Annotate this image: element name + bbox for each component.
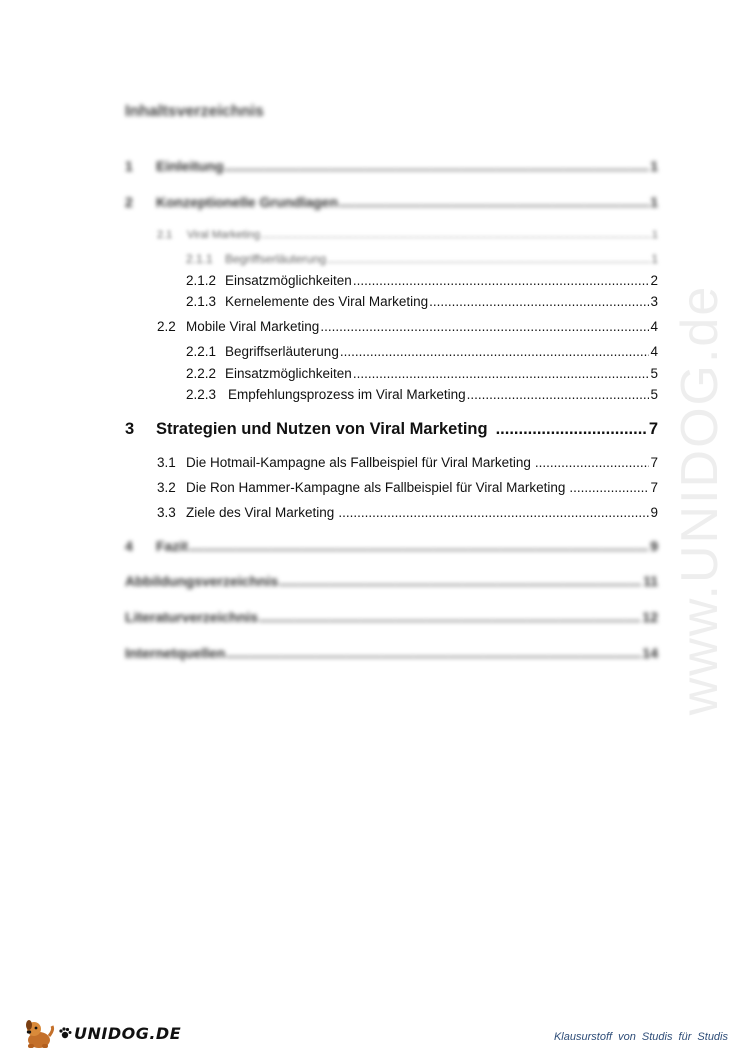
toc-label: Strategien und Nutzen von Viral Marketing [156, 420, 488, 438]
unidog-logo[interactable] [22, 1015, 181, 1051]
toc-page-number: 7 [648, 420, 658, 438]
dot-leader [339, 194, 649, 210]
watermark: www.UNIDOG.de [671, 284, 729, 716]
toc-number: 3.3 [157, 505, 176, 520]
toc-entry-2-1[interactable] [157, 229, 658, 241]
toc-label: Einsatzmöglichkeiten [225, 273, 352, 288]
toc-number: 2.1.1 [186, 252, 213, 266]
dot-leader [259, 609, 641, 625]
toc-number: 2.2.2 [186, 366, 217, 381]
toc-label: Mobile Viral Marketing [186, 319, 320, 334]
toc-page-number: 1 [651, 252, 658, 266]
toc-page-number: 5 [650, 387, 658, 402]
toc-label: Konzeptionelle Grundlagen [156, 194, 339, 210]
toc-number: 2 [125, 194, 133, 210]
toc-number: 2.1.3 [186, 294, 217, 309]
toc-entry-internetquellen[interactable] [125, 645, 658, 661]
toc-label: Kernelemente des Viral Marketing [225, 294, 429, 309]
toc-page-number: 9 [650, 538, 658, 554]
dot-leader [320, 319, 649, 334]
toc-label: Ziele des Viral Marketing [186, 505, 335, 520]
toc-label: Die Ron Hammer-Kampagne als Fallbeispiel für Viral Marketing [186, 480, 566, 495]
toc-page-number: 1 [650, 158, 658, 174]
toc-page-number: 9 [650, 505, 658, 520]
toc-number: 2.2.1 [186, 344, 217, 359]
toc-page-number: 2 [650, 273, 658, 288]
toc-page-number: 7 [650, 480, 658, 495]
toc-number: 2.1.2 [186, 273, 217, 288]
dot-leader [340, 344, 650, 359]
dot-leader [189, 538, 649, 554]
toc-entry-literaturverzeichnis[interactable] [125, 609, 658, 625]
toc-page-number: 4 [650, 344, 658, 359]
dot-leader [327, 252, 650, 266]
toc-label: Einleitung [156, 158, 224, 174]
toc-page-number: 12 [642, 609, 658, 625]
toc-page-number: 4 [650, 319, 658, 334]
toc-entry-2-2-2[interactable] [186, 366, 658, 381]
toc-number: 4 [125, 538, 133, 554]
toc-label: Literaturverzeichnis [125, 609, 259, 625]
toc-label: Die Hotmail-Kampagne als Fallbeispiel für Viral Marketing [186, 455, 531, 470]
toc-page-number: 1 [651, 229, 658, 241]
dot-leader [353, 273, 650, 288]
toc-number: 3.2 [157, 480, 176, 495]
toc-number: 2.2.3 [186, 387, 217, 402]
dot-leader [279, 573, 642, 589]
toc-entry-2-1-1[interactable] [186, 252, 658, 266]
toc-entry-3-3[interactable] [157, 505, 658, 520]
toc-entry-3-1[interactable] [157, 455, 658, 470]
toc-number: 2.1 [157, 229, 173, 241]
toc-entry-3[interactable] [125, 420, 658, 439]
toc-page-number: 14 [642, 645, 658, 661]
dot-leader [353, 366, 650, 381]
toc-label: Begriffserläuterung [225, 344, 339, 359]
toc-page-number: 3 [650, 294, 658, 309]
toc-number: 2.2 [157, 319, 176, 334]
toc-page-number: 1 [650, 194, 658, 210]
toc-label: Einsatzmöglichkeiten [225, 366, 352, 381]
toc-title: Inhaltsverzeichnis [125, 103, 264, 120]
dot-leader [261, 229, 651, 241]
toc-label: Viral Marketing [187, 229, 261, 241]
toc-entry-abbildungsverzeichnis[interactable] [125, 573, 658, 589]
toc-page-number: 5 [650, 366, 658, 381]
logo-text: UNIDOG.DE [74, 1023, 182, 1043]
dot-leader [225, 158, 650, 174]
dot-leader [467, 387, 650, 402]
toc-number: 3.1 [157, 455, 176, 470]
toc-label: Begriffserläuterung [225, 252, 327, 266]
toc-entry-2-2[interactable] [157, 319, 658, 334]
toc-entry-2-2-3[interactable] [186, 387, 658, 402]
toc-entry-2-1-2[interactable] [186, 273, 658, 288]
dot-leader [496, 420, 648, 439]
toc-entry-2-1-3[interactable] [186, 294, 658, 309]
toc-label: Fazit [156, 538, 188, 554]
toc-entry-3-2[interactable] [157, 480, 658, 495]
footer-tagline: Klausurstoff von Studis für Studis [553, 1031, 728, 1043]
paw-icon [58, 1026, 72, 1040]
toc-entry-2-2-1[interactable] [186, 344, 658, 359]
toc-label: Empfehlungsprozess im Viral Marketing [228, 387, 466, 402]
dot-leader [338, 505, 649, 520]
toc-entry-4[interactable] [125, 538, 658, 554]
dot-leader [535, 455, 650, 470]
toc-label: Abbildungsverzeichnis [125, 573, 279, 589]
dog-icon [22, 1016, 56, 1050]
dot-leader [226, 645, 641, 661]
toc-label: Internetquellen [125, 645, 226, 661]
dot-leader [569, 480, 649, 495]
toc-number: 3 [125, 420, 135, 438]
toc-page-number: 7 [650, 455, 658, 470]
toc-number: 1 [125, 158, 133, 174]
toc-page-number: 11 [643, 573, 658, 589]
toc-entry-2[interactable] [125, 194, 658, 210]
dot-leader [429, 294, 649, 309]
toc-entry-1[interactable] [125, 158, 658, 174]
